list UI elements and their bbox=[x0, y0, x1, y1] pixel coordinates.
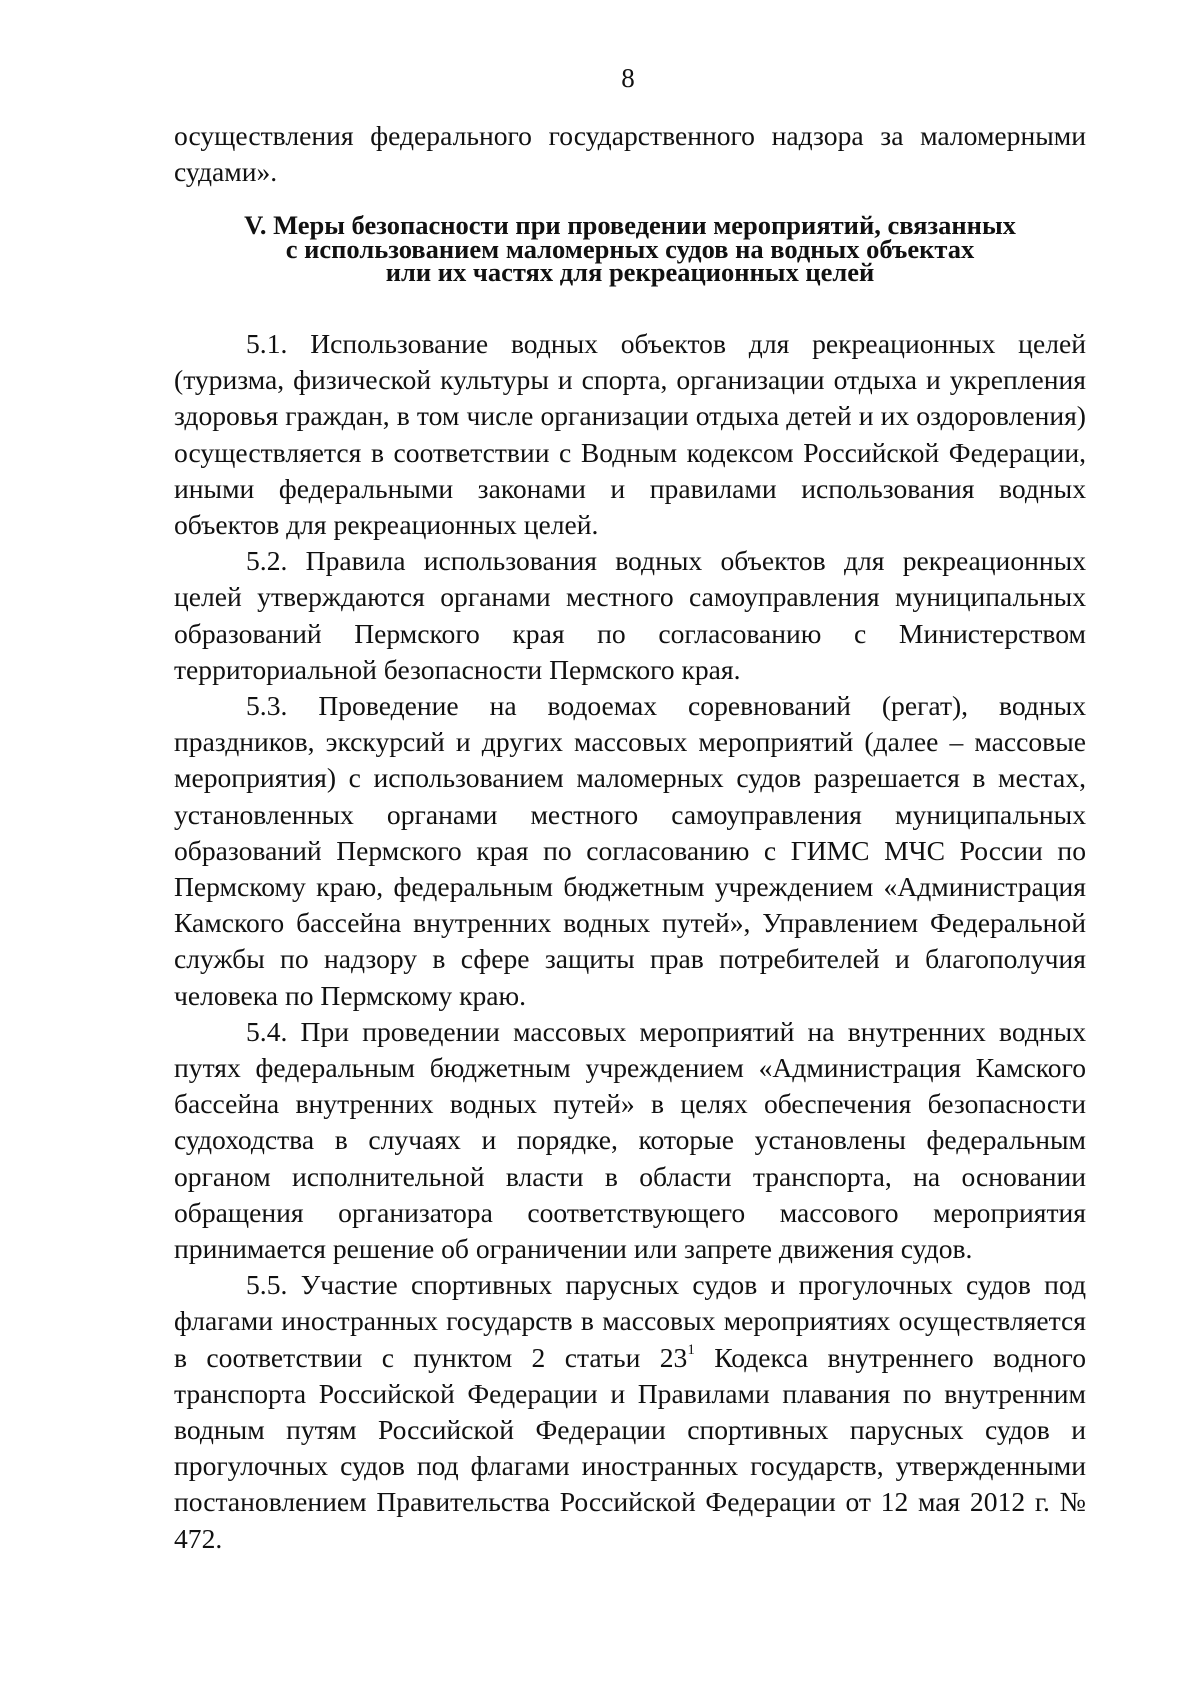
document-body bbox=[174, 118, 1086, 1557]
page-number: 8 bbox=[621, 63, 635, 93]
paragraph-5-3: 5.3. Проведение на водоемах соревнований (регат), водных праздников, экскурсий и других массовых мероприятий (далее – массовые мероприятия) с использованием маломерных судов разрешается в местах, установленных органами местного самоуправления муниципальных образований Пермского края по согласованию с ГИМС МЧС России по Пермскому краю, федеральным бюджетным учреждением «Администрация Камского бассейна внутренних водных путей», Управлением Федеральной службы по надзору в сфере защиты прав потребителей и благополучия человека по Пермскому краю. bbox=[174, 689, 1086, 1011]
paragraph-5-1: 5.1. Использование водных объектов для рекреационных целей (туризма, физической культуры и спорта, организации отдыха и укрепления здоровья граждан, в том числе организации отдыха детей и их оздоровления) осуществляется в соответствии с Водным кодексом Российской Федерации, иными федеральными законами и правилами использования водных объектов для рекреационных целей. bbox=[174, 327, 1086, 540]
section-heading-line-2: с использованием маломерных судов на водных объектах bbox=[285, 233, 975, 264]
section-heading bbox=[174, 210, 1086, 288]
article-superscript: 1 bbox=[687, 1342, 695, 1359]
paragraph-5-5-text-start: 5.5. Участие спортивных парусных судов и прогулочных судов под флагами иностранных государств в массовых мероприятиях осуществляется в соответствии с пунктом 2 статьи 23 bbox=[174, 1269, 1086, 1373]
paragraph-5-2: 5.2. Правила использования водных объектов для рекреационных целей утверждаются органами местного самоуправления муниципальных образований Пермского края по согласованию с Министерством территориальной безопасности Пермского края. bbox=[174, 545, 1086, 685]
intro-paragraph: осуществления федерального государственного надзора за маломерными судами». bbox=[174, 120, 1086, 188]
section-heading-line-3: или их частях для рекреационных целей bbox=[385, 257, 875, 288]
paragraph-5-4: 5.4. При проведении массовых мероприятий на внутренних водных путях федеральным бюджетным учреждением «Администрация Камского бассейна внутренних водных путей» в целях обеспечения безопасности судоходства в случаях и порядке, которые установлены федеральным органом исполнительной власти в области транспорта, на основании обращения организатора соответствующего массового мероприятия принимается решение об ограничении или запрете движения судов. bbox=[174, 1015, 1086, 1264]
paragraph-5-5 bbox=[174, 1267, 1086, 1557]
paragraph-5-5-text-end: Кодекса внутреннего водного транспорта Российской Федерации и Правилами плавания по внутренним водным путям Российской Федерации спортивных парусных судов и прогулочных судов под флагами иностранных государств, утвержденными постановлением Правительства Российской Федерации от 12 мая 2012 г. № 472. bbox=[174, 1341, 1086, 1554]
section-heading-line-1: V. Меры безопасности при проведении мероприятий, связанных bbox=[244, 210, 1016, 241]
